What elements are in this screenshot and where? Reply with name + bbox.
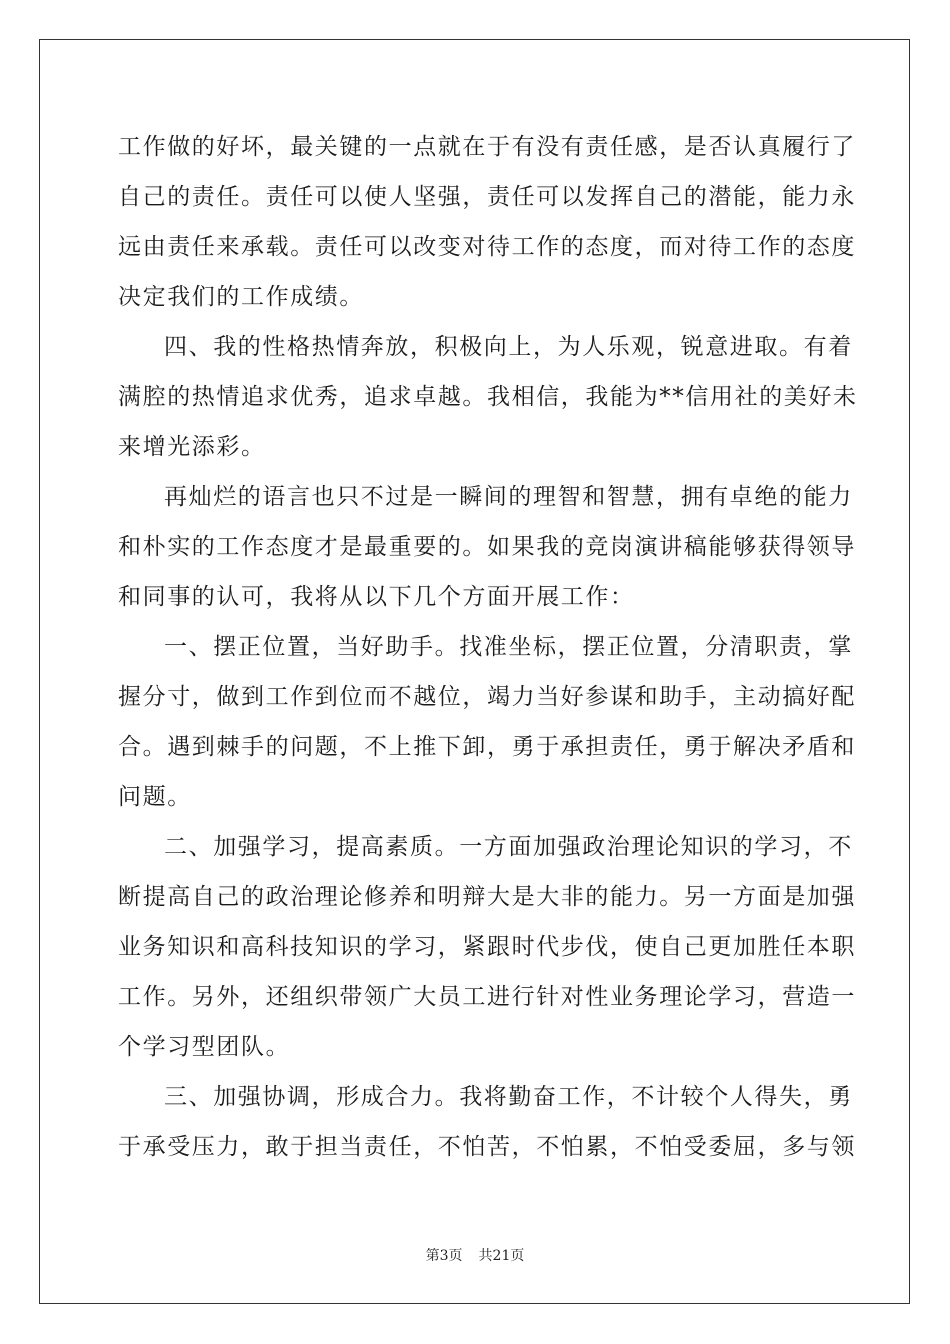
page-total: 共21页	[478, 1248, 525, 1264]
text-line: 一、摆正位置，当好助手。找准坐标，摆正位置，分清职责，掌	[164, 634, 853, 660]
text-line: 工作做的好坏，最关键的一点就在于有没有责任感，是否认真履行了	[118, 134, 856, 160]
text-line: 远由责任来承载。责任可以改变对待工作的态度，而对待工作的态度	[118, 234, 856, 260]
text-line: 三、加强协调，形成合力。我将勤奋工作，不计较个人得失，勇	[164, 1084, 853, 1110]
text-line: 问题。	[118, 784, 192, 810]
text-line: 断提高自己的政治理论修养和明辩大是大非的能力。另一方面是加强	[118, 884, 856, 910]
text-line: 和朴实的工作态度才是最重要的。如果我的竞岗演讲稿能够获得领导	[118, 534, 856, 560]
page-number: 第3页	[425, 1248, 463, 1264]
text-line: 四、我的性格热情奔放，积极向上，为人乐观，锐意进取。有着	[164, 334, 853, 360]
text-line: 来增光添彩。	[118, 434, 266, 460]
text-line: 工作。另外，还组织带领广大员工进行针对性业务理论学习，营造一	[118, 984, 856, 1010]
text-line: 满腔的热情追求优秀，追求卓越。我相信，我能为**信用社的美好未	[118, 384, 858, 410]
text-line: 二、加强学习，提高素质。一方面加强政治理论知识的学习，不	[164, 834, 853, 860]
text-line: 自己的责任。责任可以使人坚强，责任可以发挥自己的潜能，能力永	[118, 184, 856, 210]
page-footer	[0, 1246, 950, 1266]
text-line: 合。遇到棘手的问题，不上推下卸，勇于承担责任，勇于解决矛盾和	[118, 734, 856, 760]
text-line: 于承受压力，敢于担当责任，不怕苦，不怕累，不怕受委屈，多与领	[118, 1134, 856, 1160]
text-line: 决定我们的工作成绩。	[118, 284, 364, 310]
text-line: 和同事的认可，我将从以下几个方面开展工作：	[118, 584, 635, 610]
text-line: 再灿烂的语言也只不过是一瞬间的理智和智慧，拥有卓绝的能力	[164, 484, 853, 510]
text-line: 个学习型团队。	[118, 1034, 291, 1060]
text-line: 业务知识和高科技知识的学习，紧跟时代步伐，使自己更加胜任本职	[118, 934, 856, 960]
text-line: 握分寸，做到工作到位而不越位，竭力当好参谋和助手，主动搞好配	[118, 684, 856, 710]
